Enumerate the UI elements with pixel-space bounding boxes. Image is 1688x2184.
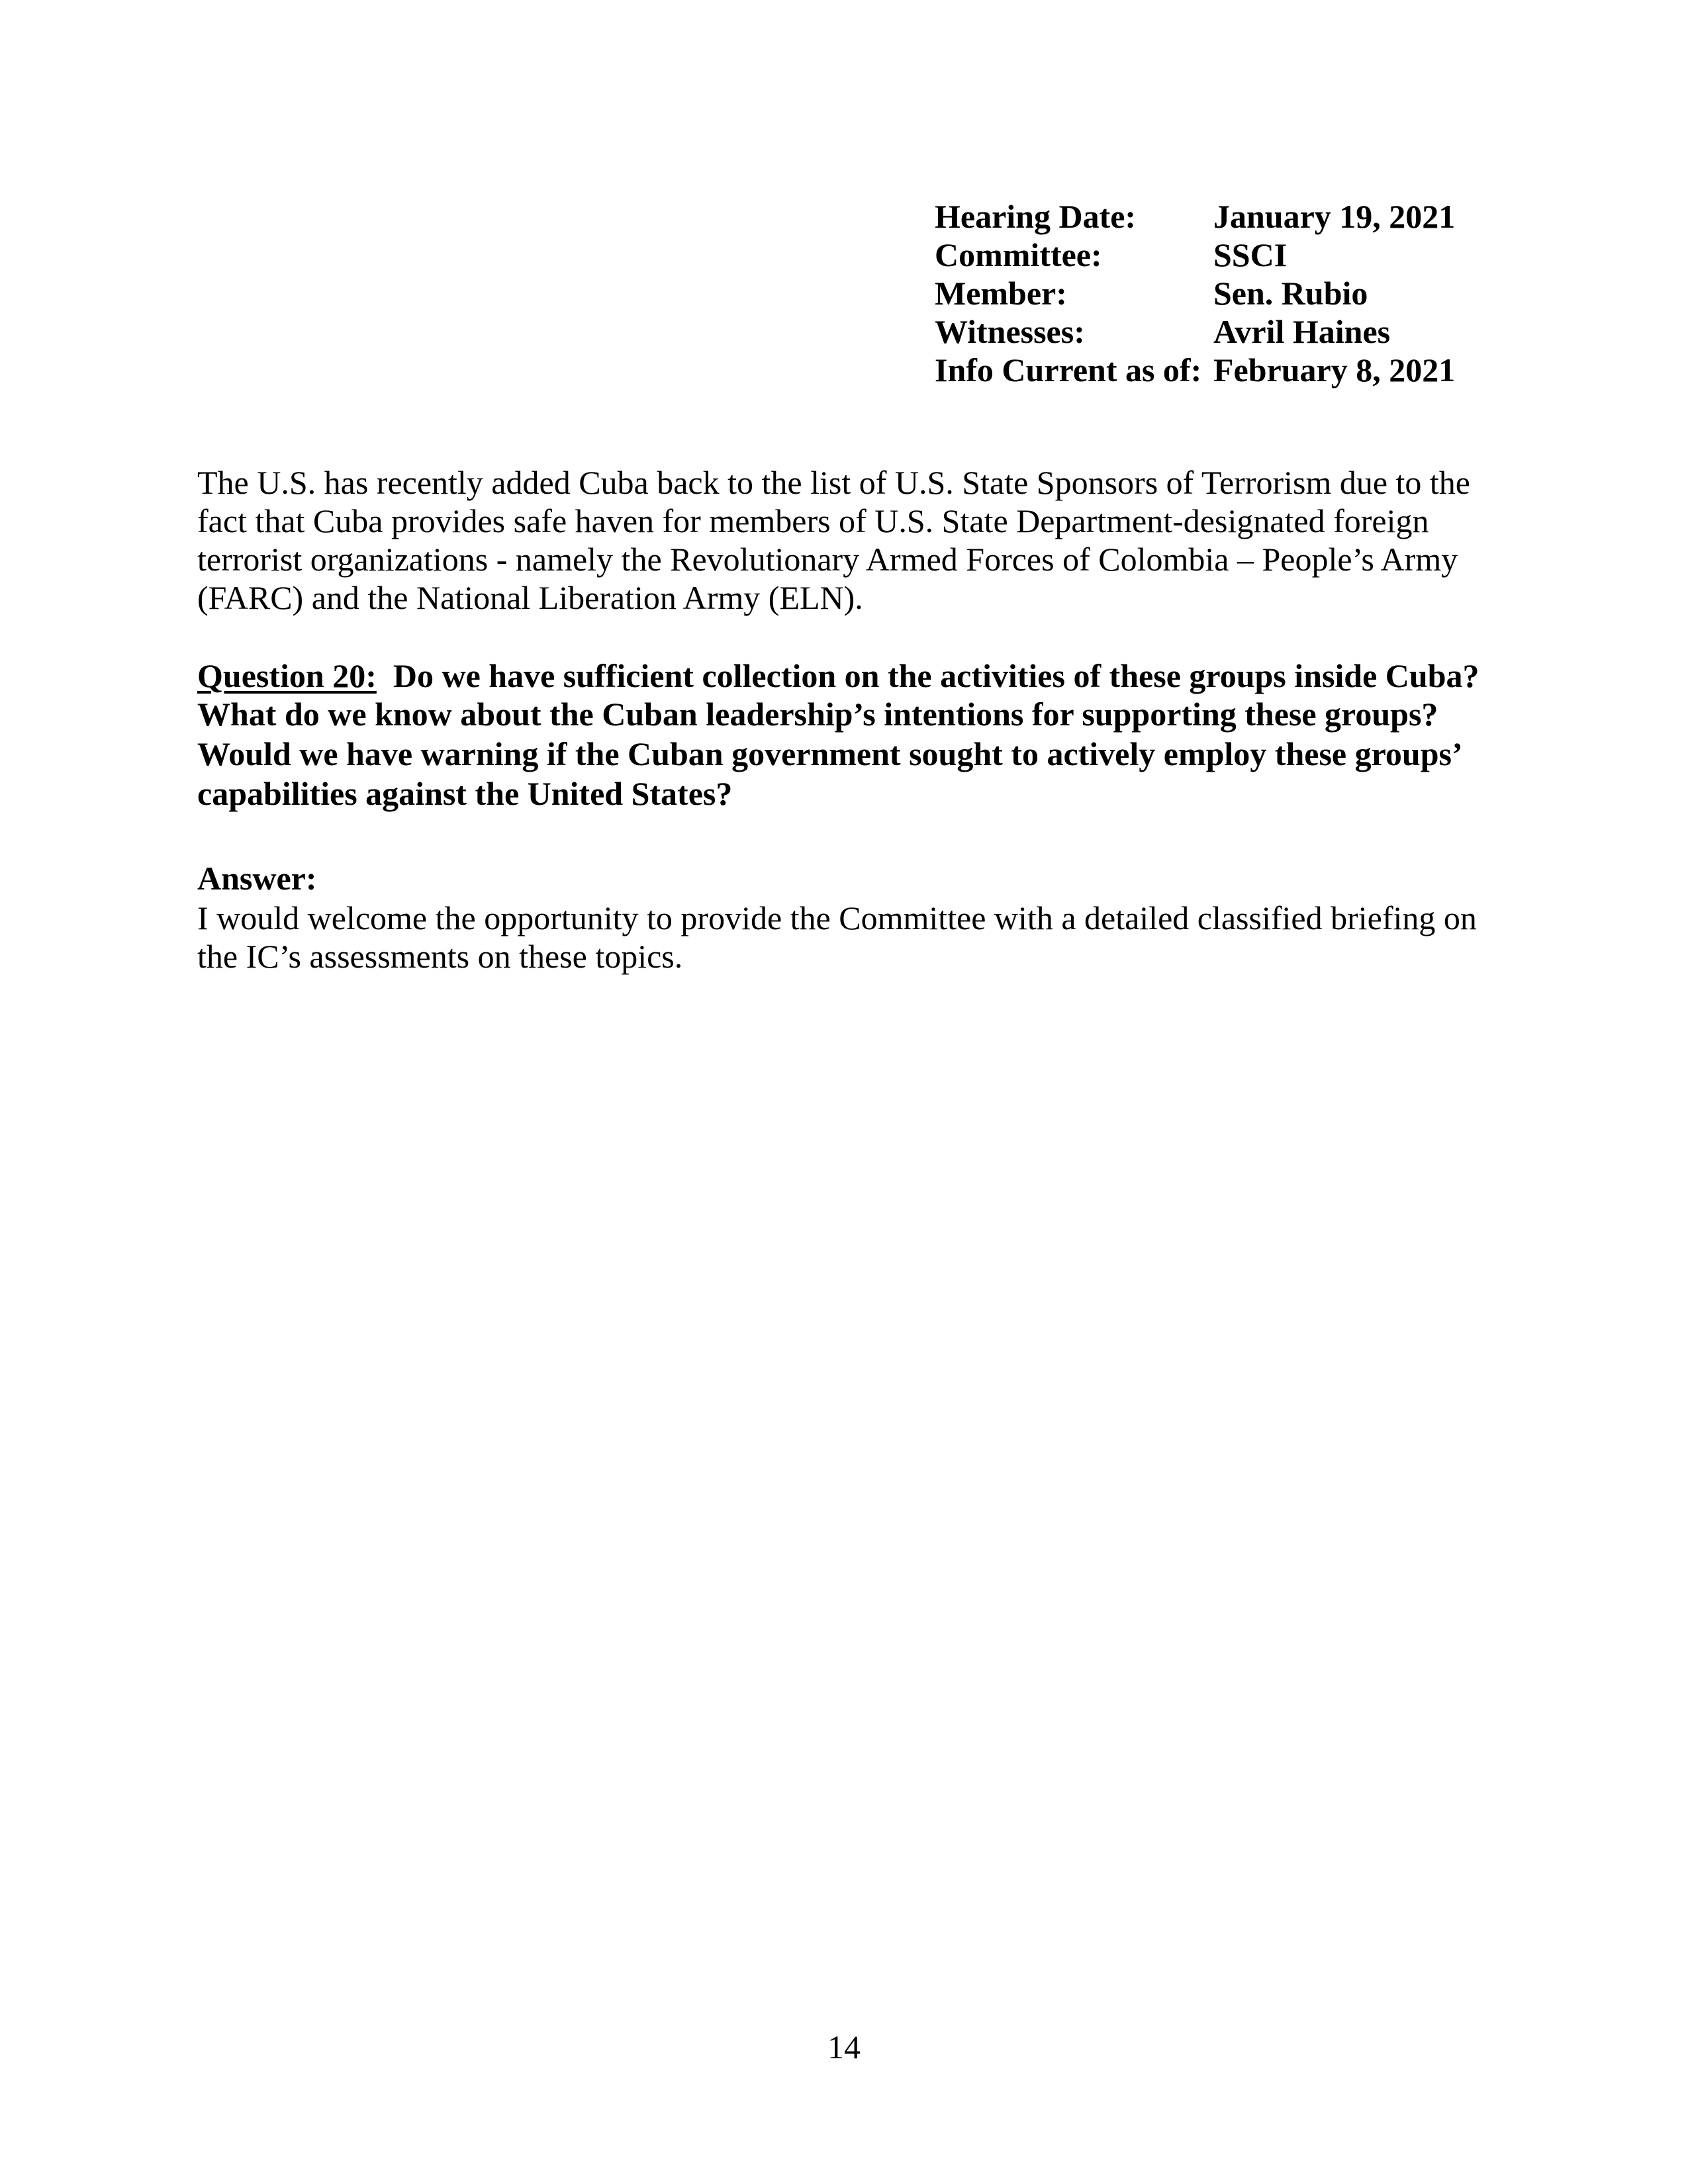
committee-label: Committee: xyxy=(935,236,1102,273)
question-line xyxy=(197,657,1479,695)
answer-line: I would welcome the opportunity to provide the Committee with a detailed classified briefing on xyxy=(197,899,1477,936)
intro-line: fact that Cuba provides safe haven for members of U.S. State Department-designated foreign xyxy=(197,502,1429,539)
info-current-value: February 8, 2021 xyxy=(1213,351,1456,388)
answer-label: Answer: xyxy=(197,860,317,897)
question-line: What do we know about the Cuban leadership’s intentions for supporting these groups? xyxy=(197,696,1438,733)
intro-line: The U.S. has recently added Cuba back to the list of U.S. State Sponsors of Terrorism due to the xyxy=(197,464,1470,501)
member-label: Member: xyxy=(935,275,1067,312)
question-label: Question 20: xyxy=(197,657,377,694)
committee-value: SSCI xyxy=(1213,236,1288,273)
intro-line: terrorist organizations - namely the Revolutionary Armed Forces of Colombia – People’s Army xyxy=(197,541,1458,578)
intro-line: (FARC) and the National Liberation Army (ELN). xyxy=(197,579,863,616)
info-current-label: Info Current as of: xyxy=(935,351,1202,388)
hearing-date-value: January 19, 2021 xyxy=(1213,198,1456,235)
question-line: capabilities against the United States? xyxy=(197,775,733,812)
witnesses-value: Avril Haines xyxy=(1213,313,1391,350)
answer-line: the IC’s assessments on these topics. xyxy=(197,938,683,975)
witnesses-label: Witnesses: xyxy=(935,313,1085,350)
page-number: 14 xyxy=(827,2028,861,2066)
member-value: Sen. Rubio xyxy=(1213,275,1368,312)
hearing-date-label: Hearing Date: xyxy=(935,198,1137,235)
question-line: Would we have warning if the Cuban government sought to actively employ these groups’ xyxy=(197,735,1463,772)
question-text: Do we have sufficient collection on the activities of these groups inside Cuba? xyxy=(376,657,1479,694)
